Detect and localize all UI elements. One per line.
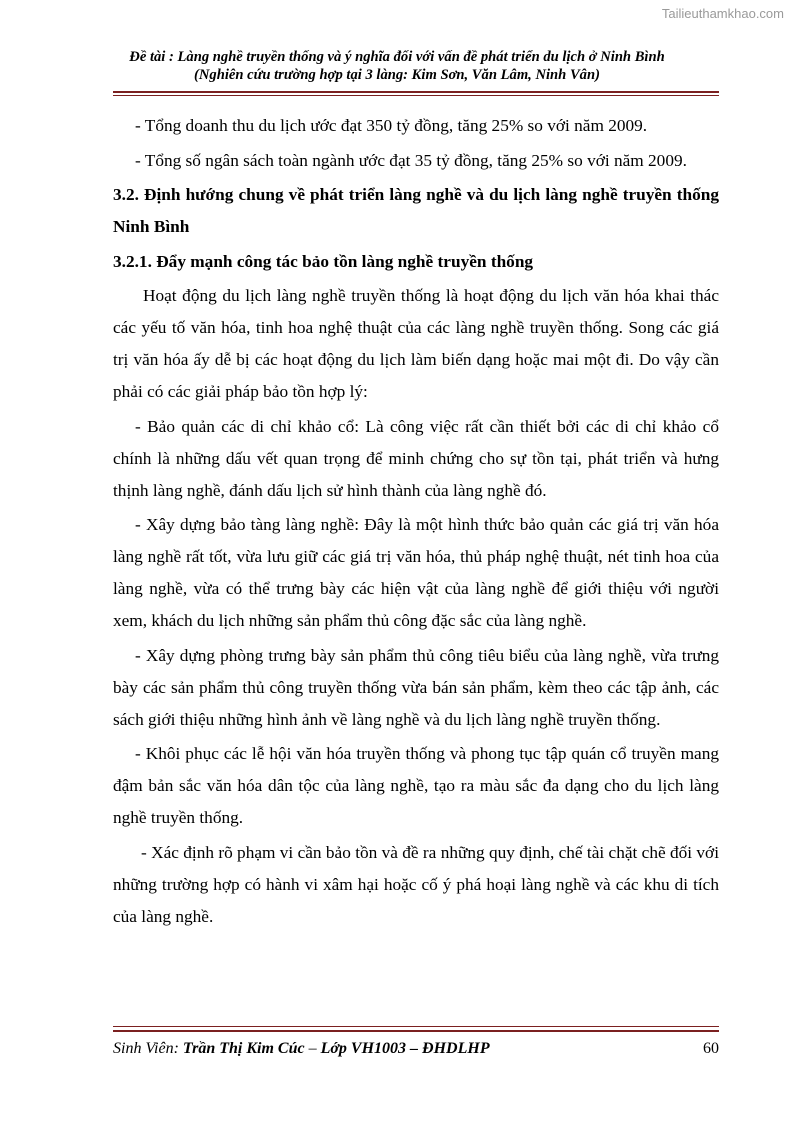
footer-class-info: Lớp VH1003 – ĐHDLHP (320, 1040, 490, 1057)
footer-rule (113, 1030, 719, 1032)
page-body (113, 110, 719, 933)
footer-student-name: Trần Thị Kim Cúc (182, 1040, 305, 1057)
footer-rule-thin (113, 1026, 719, 1027)
bullet-revenue: - Tổng doanh thu du lịch ước đạt 350 tỷ đồng, tăng 25% so với năm 2009. (135, 116, 648, 135)
header-rule-thin (113, 95, 719, 96)
section-heading-3-2: 3.2. Định hướng chung về phát triển làng nghề và du lịch làng nghề truyền thống Ninh Bình (113, 185, 719, 236)
bullet-museum: - Xây dựng bảo tàng làng nghề: Đây là một hình thức bảo quản các giá trị văn hóa làng nghề rất tốt, vừa lưu giữ các giá trị văn hóa, thủ pháp nghệ thuật, nét tinh hoa của làng nghề, vừa có thể trưng bày các hiện vật của làng nghề để giới thiệu với người xem, khách du lịch những sản phẩm thủ công đặc sắc của làng nghề. (113, 515, 719, 630)
bullet-archaeology: - Bảo quản các di chỉ khảo cổ: Là công việc rất cần thiết bởi các di chỉ khảo cổ chính là những dấu vết quan trọng để minh chứng cho sự tồn tại, phát triển và hưng thịnh làng nghề, đánh dấu lịch sử hình thành của làng nghề đó. (113, 416, 719, 500)
subsection-heading-3-2-1: 3.2.1. Đẩy mạnh công tác bảo tồn làng nghề truyền thống (113, 251, 534, 271)
header-title: Đề tài : Làng nghề truyền thống và ý nghĩa đối với vấn đề phát triển du lịch ở Ninh Bình (129, 49, 665, 65)
paragraph-intro: Hoạt động du lịch làng nghề truyền thống là hoạt động du lịch văn hóa khai thác các yếu tố văn hóa, tinh hoa nghệ thuật của các làng nghề truyền thống. Song các giá trị văn hóa ấy dễ bị các hoạt động du lịch làm biến dạng hoặc mai một đi. Do vậy cần phải có các giải pháp bảo tồn hợp lý: (113, 286, 719, 401)
bullet-showroom: - Xây dựng phòng trưng bày sản phẩm thủ công tiêu biểu của làng nghề, vừa trưng bày các sản phẩm thủ công truyền thống vừa bán sản phẩm, kèm theo các tập ảnh, các sách giới thiệu những hình ảnh về làng nghề và du lịch làng nghề truyền thống. (113, 645, 719, 729)
bullet-budget: - Tổng số ngân sách toàn ngành ước đạt 35 tỷ đồng, tăng 25% so với năm 2009. (135, 150, 687, 170)
bullet-regulations: - Xác định rõ phạm vi cần bảo tồn và đề ra những quy định, chế tài chặt chẽ đối với những trường hợp có hành vi xâm hại hoặc cố ý phá hoại làng nghề và các khu di tích của làng nghề. (113, 842, 719, 926)
watermark: Tailieuthamkhao.com (661, 6, 784, 21)
header-rule (113, 91, 719, 93)
running-header (113, 48, 681, 84)
footer-separator: – (304, 1040, 321, 1057)
footer-label: Sinh Viên: (113, 1040, 183, 1057)
bullet-festivals: - Khôi phục các lễ hội văn hóa truyền thống và phong tục tập quán cổ truyền mang đậm bản sắc văn hóa dân tộc của làng nghề, tạo ra màu sắc đa dạng cho du lịch làng nghề truyền thống. (113, 744, 719, 827)
page-footer (113, 1040, 719, 1058)
page-number: 60 (703, 1040, 719, 1057)
header-subtitle: (Nghiên cứu trường hợp tại 3 làng: Kim Sơn, Văn Lâm, Ninh Vân) (194, 67, 600, 83)
